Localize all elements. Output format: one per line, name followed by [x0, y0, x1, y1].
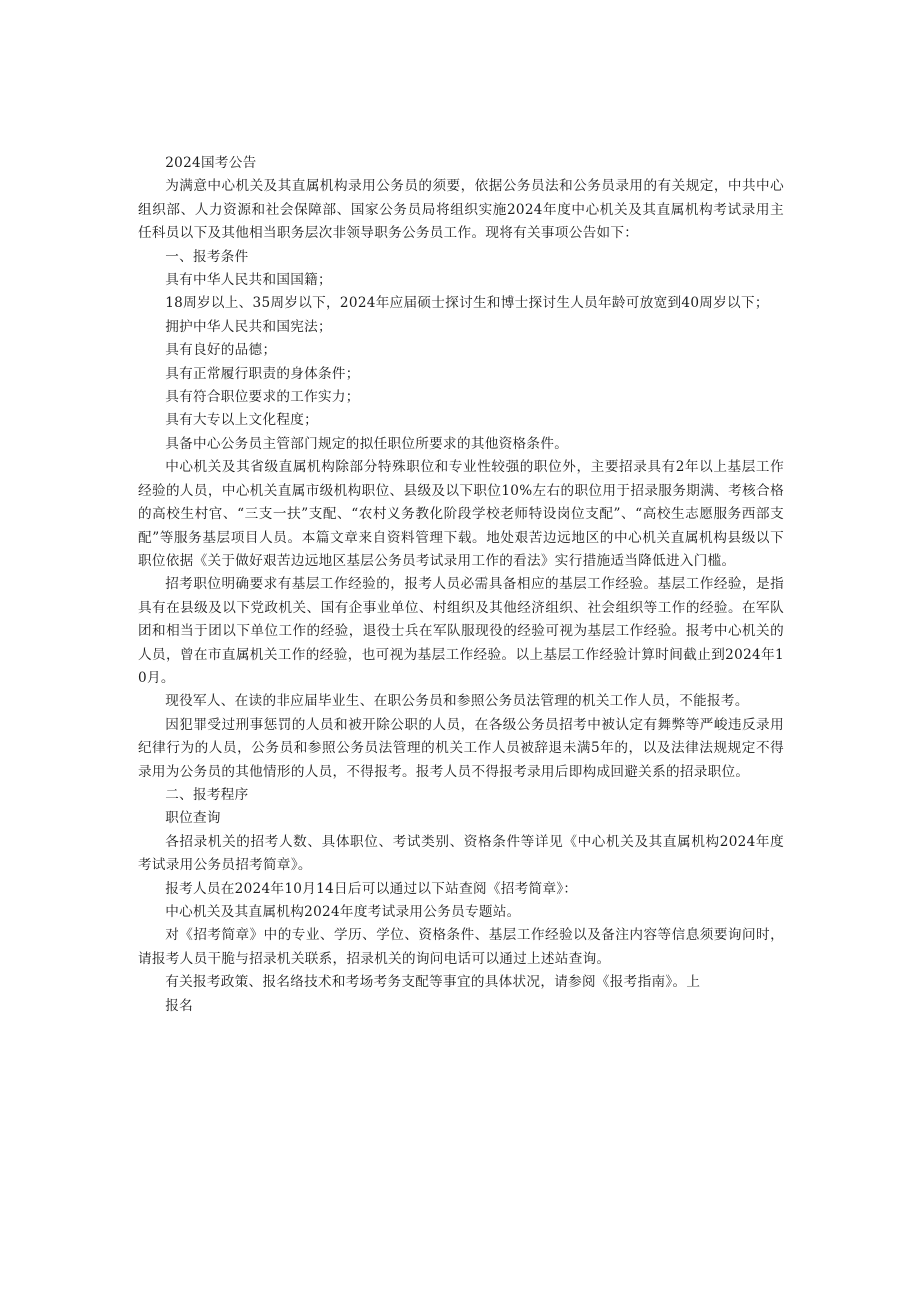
paragraph: 为满意中心机关及其直属机构录用公务员的须要，依据公务员法和公务员录用的有关规定，中共中心组织部、人力资源和社会保障部、国家公务员局将组织实施2024年度中心机关及其直属机构考试录用主任科员以下及其他相当职务层次非领导职务公务员工作。现将有关事项公告如下：: [138, 178, 784, 242]
paragraph: 因犯罪受过刑事惩罚的人员和被开除公职的人员，在各级公务员招考中被认定有舞弊等严峻违反录用纪律行为的人员，公务员和参照公务员法管理的机关工作人员被辞退未满5年的，以及法律法规规定不得录用为公务员的其他情形的人员，不得报考。报考人员不得报考录用后即构成回避关系的招录职位。: [138, 716, 784, 780]
document-body: [138, 152, 784, 1018]
paragraph: 现役军人、在读的非应届毕业生、在职公务员和参照公务员法管理的机关工作人员，不能报考。: [165, 693, 749, 710]
paragraph: 18周岁以上、35周岁以下，2024年应届硕士探讨生和博士探讨生人员年龄可放宽到40周岁以下；: [165, 295, 769, 312]
paragraph: 招考职位明确要求有基层工作经验的，报考人员必需具备相应的基层工作经验。基层工作经验，是指具有在县级及以下党政机关、国有企事业单位、村组织及其他经济组织、社会组织等工作的经验。在军队团和相当于团以下单位工作的经验，退役士兵在军队服现役的经验可视为基层工作经验。报考中心机关的人员，曾在市直属机关工作的经验，也可视为基层工作经验。以上基层工作经验计算时间截止到2024年10月。: [138, 576, 784, 686]
paragraph: 中心机关及其直属机构2024年度考试录用公务员专题站。: [165, 904, 521, 920]
paragraph: 拥护中华人民共和国宪法；: [165, 318, 332, 335]
subsection-heading: 职位查询: [165, 810, 221, 827]
paragraph: 各招录机关的招考人数、具体职位、考试类别、资格条件等详见《中心机关及其直属机构2024年度考试录用公务员招考简章》。: [138, 833, 784, 874]
paragraph: 对《招考简章》中的专业、学历、学位、资格条件、基层工作经验以及备注内容等信息须要询问时，请报考人员干脆与招录机关联系，招录机关的询问电话可以通过上述站查询。: [138, 927, 784, 967]
paragraph: 具有中华人民共和国国籍；: [165, 272, 332, 289]
paragraph: 报考人员在2024年10月14日后可以通过以下站查阅《招考简章》：: [165, 880, 578, 897]
paragraph: 具有符合职位要求的工作实力；: [165, 389, 360, 406]
document-title: 2024国考公告: [165, 155, 257, 171]
paragraph: 具备中心公务员主管部门规定的拟任职位所要求的其他资格条件。: [165, 435, 569, 452]
subsection-heading: 报名: [165, 997, 193, 1014]
paragraph: 中心机关及其省级直属机构除部分特殊职位和专业性较强的职位外，主要招录具有2年以上基层工作经验的人员，中心机关直属市级机构职位、县级及以下职位10%左右的职位用于招录服务期满、考核合格的高校生村官、“三支一扶”支配、“农村义务教化阶段学校老师特设岗位支配”、“高校生志愿服务西部支配”等服务基层项目人员。本篇文章来自资料管理下载。地处艰苦边远地区的中心机关直属机构县级以下职位依据《关于做好艰苦边远地区基层公务员考试录用工作的看法》实行措施适当降低进入门槛。: [138, 459, 784, 569]
section-heading: 二、报考程序: [165, 786, 249, 803]
section-heading: 一、报考条件: [165, 248, 249, 265]
paragraph: 具有正常履行职责的身体条件；: [165, 365, 360, 382]
paragraph: 具有良好的品德；: [165, 342, 277, 359]
paragraph: 具有大专以上文化程度；: [165, 412, 319, 429]
paragraph: 有关报考政策、报名络技术和考场考务支配等事宜的具体状况，请参阅《报考指南》。上: [165, 974, 701, 991]
